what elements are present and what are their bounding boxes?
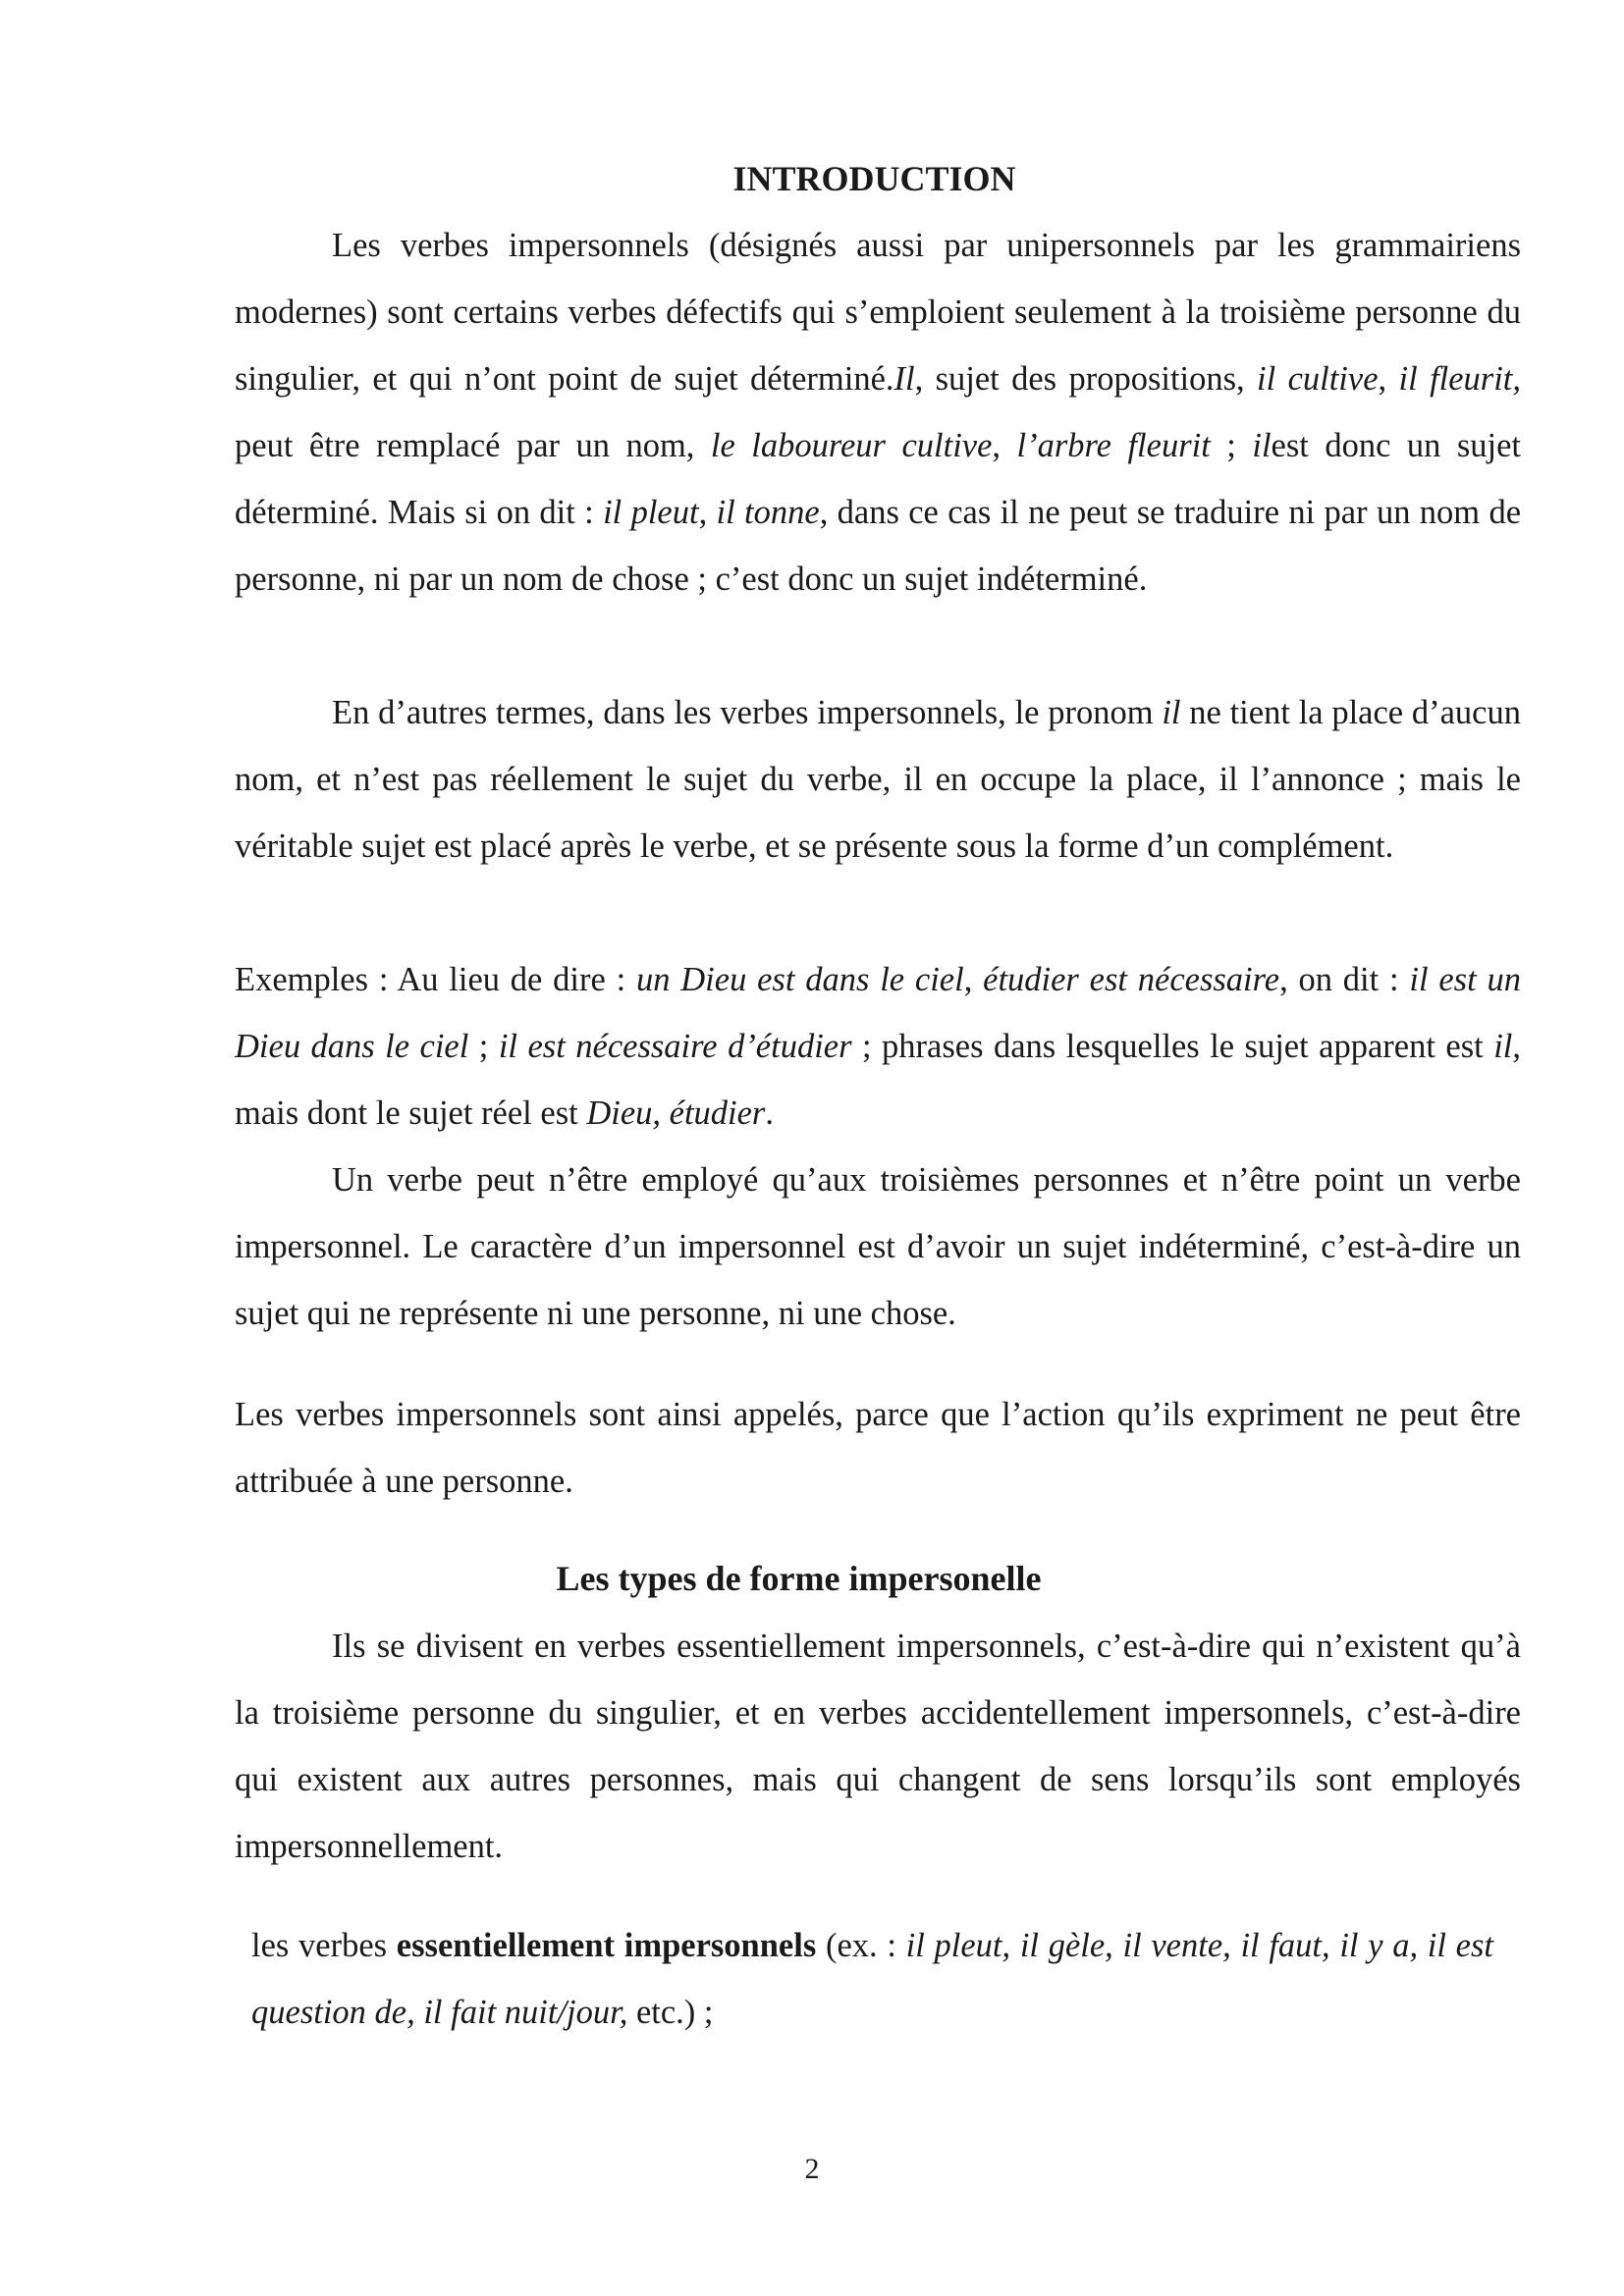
text-run: , — [698, 494, 717, 531]
paragraph-examples — [235, 946, 1521, 1147]
paragraph-called: Les verbes impersonnels sont ainsi appelés, parce que l’action qu’ils expriment ne peut être attribuée à une personne. — [235, 1396, 1521, 1500]
paragraph-essential-verbs — [251, 1912, 1493, 2046]
italic-run: il — [1162, 694, 1181, 731]
text-run: , mais dont le sujet réel est — [235, 1028, 1521, 1132]
text-run: Exemples : Au lieu de dire : — [235, 961, 636, 998]
text-run: Les verbes impersonnels (désignés aussi par unipersonnels par les grammairiens modernes) sont certains verbes défectifs qui s’emploient seulement à la troisième personne du singulier, et qui n’ont point de sujet déterminé. — [235, 227, 1521, 398]
italic-run: l’arbre fleurit — [1016, 427, 1211, 464]
paragraph-intro — [235, 212, 1521, 613]
italic-run: le laboureur cultive — [710, 427, 993, 464]
text-run: , — [963, 961, 984, 998]
italic-run: un Dieu est dans le ciel — [635, 961, 964, 998]
text-run: ; — [1210, 427, 1253, 464]
section-heading: Les types de forme impersonelle — [556, 1559, 1042, 1598]
italic-run: Il — [893, 360, 915, 398]
text-run: , — [992, 427, 1017, 464]
paragraph-other-terms — [235, 679, 1521, 880]
italic-run: il — [1493, 1028, 1513, 1065]
italic-run: il — [1252, 427, 1272, 464]
italic-run: il pleut, il gèle, il vente, il faut, il y a, il est question de, il fait nuit/jour, — [251, 1927, 1493, 2031]
text-run: , sujet des propositions, — [914, 360, 1258, 398]
text-run: , on dit : — [1279, 961, 1410, 998]
italic-run: il est un Dieu dans le ciel — [235, 961, 1521, 1065]
text-run: . — [765, 1095, 774, 1132]
italic-run: il fleurit, — [1398, 360, 1522, 398]
paragraph-types: Ils se divisent en verbes essentiellement impersonnels, c’est-à-dire qui n’existent qu’à la troisième personne du singulier, et en verbes accidentellement impersonnels, c’est-à-dire qui existent aux autres personnes, mais qui changent de sens lorsqu’ils sont employés impersonnellement. — [235, 1628, 1521, 1865]
italic-run: il est nécessaire d’étudier — [498, 1028, 852, 1065]
page-title: INTRODUCTION — [732, 159, 1016, 198]
text-run: , — [1378, 360, 1399, 398]
paragraph-third-person: Un verbe peut n’être employé qu’aux troisièmes personnes et n’être point un verbe impersonnel. Le caractère d’un impersonnel est d’avoir un sujet indéterminé, c’est-à-dire un sujet qui ne représente ni une personne, ni une chose. — [235, 1161, 1521, 1332]
italic-run: étudier est nécessaire — [983, 961, 1280, 998]
italic-run: Dieu, étudier — [586, 1095, 766, 1132]
text-run: ne tient la place d’aucun nom, et n’est pas réellement le sujet du verbe, il en occupe la place, il l’annonce ; mais le véritable sujet est placé après le verbe, et se présente sous la forme d’un complément. — [235, 694, 1521, 865]
text-run: etc.) ; — [627, 1994, 714, 2031]
text-run: , dans ce cas il ne peut se traduire ni par un nom de personne, ni par un nom de chose ; c’est donc un sujet indéterminé. — [235, 494, 1522, 598]
text-run: ; — [468, 1028, 499, 1065]
text-run: En d’autres termes, dans les verbes impersonnels, le pronom — [332, 694, 1163, 731]
text-run: ; phrases dans lesquelles le sujet apparent est — [851, 1028, 1494, 1065]
italic-run: il cultive — [1257, 360, 1379, 398]
text-run: est donc un sujet déterminé. Mais si on dit : — [235, 427, 1522, 531]
italic-run: il tonne — [716, 494, 820, 531]
page-number: 2 — [804, 2153, 820, 2185]
text-run: les verbes — [251, 1927, 397, 1964]
text-run: peut être remplacé par un nom, — [235, 427, 711, 464]
italic-run: il pleut — [603, 494, 699, 531]
bold-run: essentiellement impersonnels — [396, 1927, 817, 1964]
text-run: (ex. : — [816, 1927, 906, 1964]
